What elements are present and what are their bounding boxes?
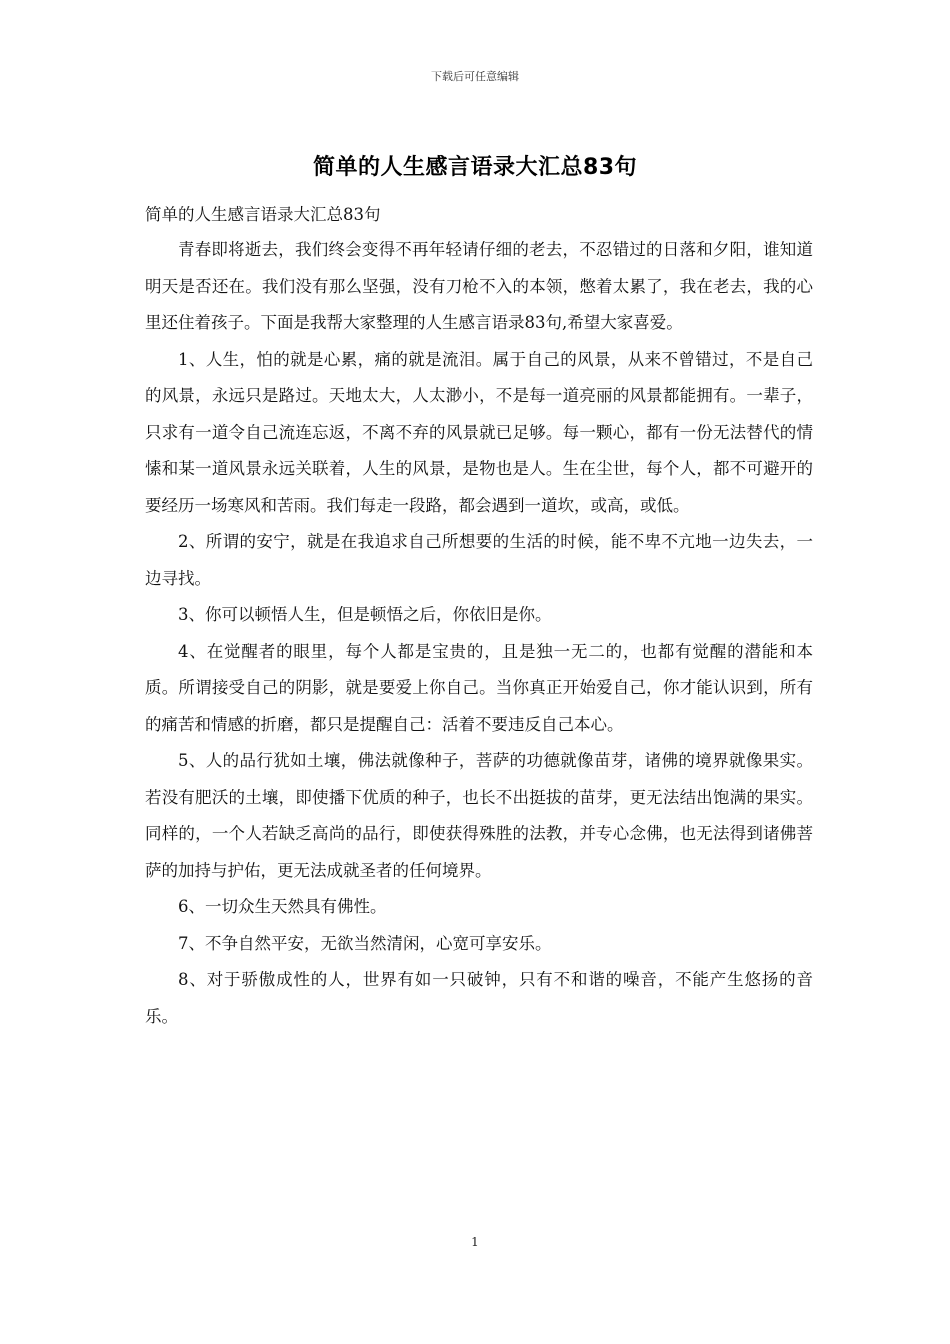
quote-paragraph: 7、不争自然平安，无欲当然清闲，心宽可享安乐。 (178, 933, 552, 953)
intro-paragraph: 青春即将逝去，我们终会变得不再年轻请仔细的老去，不忍错过的日落和夕阳，谁知道明天是否还在。我们没有那么坚强，没有刀枪不入的本领，憋着太累了，我在老去，我的心里还住着孩子。下面是我帮大家整理的人生感言语录83句,希望大家喜爱。 (145, 240, 813, 332)
document-title: 简单的人生感言语录大汇总83句 (312, 155, 638, 180)
quote-paragraph: 5、人的品行犹如土壤，佛法就像种子，菩萨的功德就像苗芽，诸佛的境界就像果实。若没有肥沃的土壤，即使播下优质的种子，也长不出挺拔的苗芽，更无法结出饱满的果实。同样的，一个人若缺乏高尚的品行，即使获得殊胜的法教，并专心念佛，也无法得到诸佛菩萨的加持与护佑，更无法成就圣者的任何境界。 (145, 751, 813, 880)
page-number: 1 (471, 1235, 479, 1249)
quote-paragraph: 2、所谓的安宁，就是在我追求自己所想要的生活的时候，能不卑不亢地一边失去，一边寻找。 (145, 532, 813, 588)
header-note: 下载后可任意编辑 (431, 70, 519, 83)
quote-paragraph: 8、对于骄傲成性的人，世界有如一只破钟，只有不和谐的噪音，不能产生悠扬的音乐。 (145, 970, 813, 1026)
quote-paragraph: 1、人生，怕的就是心累，痛的就是流泪。属于自己的风景，从来不曾错过，不是自己的风景，永远只是路过。天地太大，人太渺小，不是每一道亮丽的风景都能拥有。一辈子，只求有一道令自己流连忘返，不离不弃的风景就已足够。每一颗心，都有一份无法替代的情愫和某一道风景永远关联着，人生的风景，是物也是人。生在尘世，每个人，都不可避开的要经历一场寒风和苦雨。我们每走一段路，都会遇到一道坎，或高，或低。 (145, 349, 813, 515)
quote-paragraph: 4、在觉醒者的眼里，每个人都是宝贵的，且是独一无二的，也都有觉醒的潜能和本质。所谓接受自己的阴影，就是要爱上你自己。当你真正开始爱自己，你才能认识到，所有的痛苦和情感的折磨，都只是提醒自己：活着不要违反自己本心。 (145, 641, 813, 734)
quote-paragraph: 6、一切众生天然具有佛性。 (178, 897, 387, 916)
quote-paragraph: 3、你可以顿悟人生，但是顿悟之后，你依旧是你。 (178, 605, 552, 624)
document-body (145, 232, 813, 1035)
document-subtitle: 简单的人生感言语录大汇总83句 (145, 205, 381, 224)
